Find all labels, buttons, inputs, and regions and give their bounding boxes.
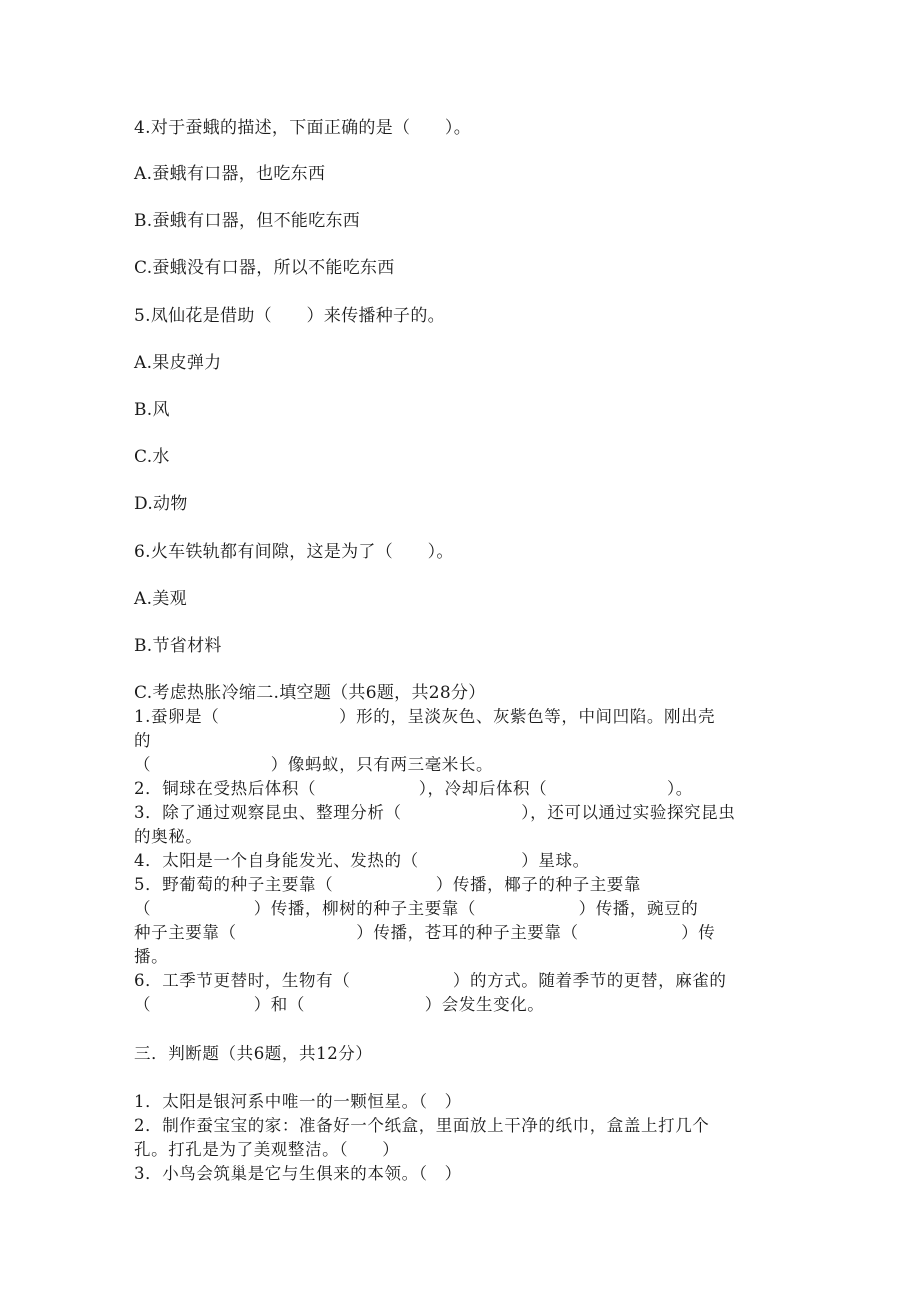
question-6-stem: 6.火车铁轨都有间隙，这是为了（ ）。 [134, 542, 454, 562]
fill-line-9: （ ）传播，柳树的种子主要靠（ ）传播，豌豆的 [134, 899, 699, 918]
question-6-option-b: B.节省材料 [134, 636, 222, 656]
question-4-option-b: B.蚕蛾有口器，但不能吃东西 [134, 211, 361, 231]
judge-section-heading: 三．判断题（共6题，共12分） [134, 1044, 373, 1063]
fill-line-4: 2．铜球在受热后体积（ ），冷却后体积（ ）。 [134, 779, 693, 798]
fill-line-6: 的奥秘。 [134, 827, 203, 846]
question-5-stem: 5.凤仙花是借助（ ）来传播种子的。 [134, 306, 445, 326]
judge-line-1: 1．太阳是银河系中唯一的一颗恒星。（ ） [134, 1092, 462, 1111]
question-5-option-b: B.风 [134, 400, 170, 420]
fill-line-12: 6．工季节更替时，生物有（ ）的方式。随着季节的更替，麻雀的 [134, 971, 727, 990]
question-4-option-c: C.蚕蛾没有口器，所以不能吃东西 [134, 258, 395, 278]
fill-section-heading: 二.填空题（共6题，共28分） [256, 683, 486, 703]
question-6-option-c: C.考虑热胀冷缩 [134, 683, 257, 703]
judge-line-4: 3．小鸟会筑巢是它与生俱来的本领。（ ） [134, 1164, 462, 1183]
fill-line-10: 种子主要靠（ ）传播，苍耳的种子主要靠（ ）传 [134, 923, 716, 942]
question-5-option-c: C.水 [134, 447, 170, 467]
question-6-option-a: A.美观 [134, 589, 187, 609]
judge-line-2: 2．制作蚕宝宝的家：准备好一个纸盒，里面放上干净的纸巾，盒盖上打几个 [134, 1116, 710, 1135]
fill-line-8: 5．野葡萄的种子主要靠（ ）传播，椰子的种子主要靠 [134, 875, 641, 894]
question-6-option-c-and-fill-heading [134, 681, 486, 705]
judge-line-3: 孔。打孔是为了美观整洁。（ ） [134, 1140, 400, 1159]
fill-line-3: （ ）像蚂蚁，只有两三毫米长。 [134, 755, 494, 774]
question-5-option-d: D.动物 [134, 494, 188, 514]
fill-line-13: （ ）和（ ）会发生变化。 [134, 995, 545, 1014]
fill-line-7: 4．太阳是一个自身能发光、发热的（ ）星球。 [134, 851, 590, 870]
fill-line-1: 1.蚕卵是（ ）形的，呈淡灰色、灰紫色等，中间凹陷。刚出壳 [134, 707, 716, 726]
question-5-option-a: A.果皮弹力 [134, 353, 222, 373]
question-4-option-a: A.蚕蛾有口器，也吃东西 [134, 164, 326, 184]
question-4-stem: 4.对于蚕蛾的描述，下面正确的是（ ）。 [134, 118, 472, 138]
fill-line-11: 播。 [134, 947, 169, 966]
fill-line-5: 3．除了通过观察昆虫、整理分析（ ），还可以通过实验探究昆虫 [134, 803, 736, 822]
fill-line-2: 的 [134, 731, 152, 750]
